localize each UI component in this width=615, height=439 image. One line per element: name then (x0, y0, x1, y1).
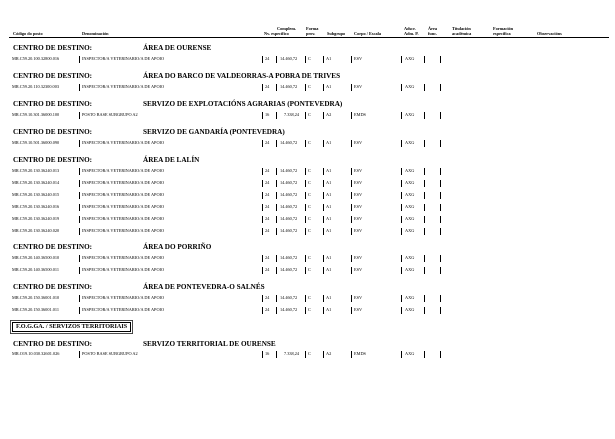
cell-codigo: MR.C59.20.100.32800.016 (12, 56, 60, 61)
cell-complemento: 14.460,72 (280, 56, 298, 61)
cell-denominacion: INSPECTOR/A VETERINARIO/A DE APOIO (82, 295, 165, 300)
cell-subgrupo: A1 (326, 168, 332, 173)
cell-corpo: ESV (354, 228, 363, 233)
cell-codigo: MR.C59.20.130.36240.019 (12, 216, 60, 221)
cell-denominacion: INSPECTOR/A VETERINARIO/A DE APOIO (82, 216, 165, 221)
cell-forma: C (308, 351, 311, 356)
table-row (12, 139, 440, 147)
header-area: Área (428, 26, 437, 31)
cell-subgrupo: A1 (326, 228, 332, 233)
cell-complemento: 14.460,72 (280, 180, 298, 185)
cell-subgrupo: A1 (326, 84, 332, 89)
cell-nv: 24 (265, 267, 270, 272)
cell-nv: 24 (265, 204, 270, 209)
cell-denominacion: INSPECTOR/A VETERINARIO/A DE APOIO (82, 255, 165, 260)
cell-adm: AXG (405, 84, 415, 89)
cell-codigo: MR.C59.20.130.36240.020 (12, 228, 60, 233)
cell-forma: C (308, 255, 311, 260)
cell-denominacion: INSPECTOR/A VETERINARIO/A DE APOIO (82, 267, 165, 272)
cell-codigo: MR.C59.20.150.36001.010 (12, 295, 60, 300)
cell-nv: 24 (265, 255, 270, 260)
cell-subgrupo: A1 (326, 204, 332, 209)
section-label: CENTRO DE DESTINO: (13, 340, 93, 348)
section-label: CENTRO DE DESTINO: (13, 283, 93, 291)
cell-corpo: ESV (354, 267, 363, 272)
cell-forma: C (308, 204, 311, 209)
cell-codigo: MR.O19.10.030.32601.026 (12, 351, 60, 356)
section-label: CENTRO DE DESTINO: (13, 44, 93, 52)
section-label: CENTRO DE DESTINO: (13, 156, 93, 164)
cell-subgrupo: A1 (326, 192, 332, 197)
header-adm: Adm. P. (404, 31, 419, 36)
cell-complemento: 14.460,72 (280, 84, 298, 89)
cell-adm: AXG (405, 255, 415, 260)
section-name: ÁREA DO BARCO DE VALDEORRAS-A POBRA DE TRIVES (143, 72, 341, 80)
cell-forma: C (308, 192, 311, 197)
section-label: CENTRO DE DESTINO: (13, 243, 93, 251)
cell-adm: AXG (405, 140, 415, 145)
cell-corpo: ESV (354, 84, 363, 89)
table-row (12, 83, 440, 91)
cell-forma: C (308, 216, 311, 221)
boxed-section-heading: F.O.G.GA. / SERVIZOS TERRITORIAIS (12, 322, 131, 332)
cell-denominacion: INSPECTOR/A VETERINARIO/A DE APOIO (82, 56, 165, 61)
cell-subgrupo: A1 (326, 295, 332, 300)
cell-nv: 24 (265, 140, 270, 145)
cell-denominacion: INSPECTOR/A VETERINARIO/A DE APOIO (82, 228, 165, 233)
cell-adm: AXG (405, 56, 415, 61)
cell-forma: C (308, 228, 311, 233)
section-label: CENTRO DE DESTINO: (13, 72, 93, 80)
cell-complemento: 14.460,72 (280, 204, 298, 209)
cell-forma: C (308, 180, 311, 185)
section-name: ÁREA DE PONTEVEDRA-O SALNÉS (143, 283, 265, 291)
cell-nv: 24 (265, 228, 270, 233)
table-row (12, 111, 440, 119)
cell-denominacion: INSPECTOR/A VETERINARIO/A DE APOIO (82, 192, 165, 197)
cell-complemento: 7.338,24 (284, 112, 300, 117)
cell-adm: AXG (405, 204, 415, 209)
header-corpo-escala: Corpo / Escala (354, 31, 381, 36)
cell-nv: 24 (265, 180, 270, 185)
cell-complemento: 14.460,72 (280, 228, 298, 233)
cell-corpo: ESV (354, 168, 363, 173)
section-name: ÁREA DE OURENSE (143, 44, 212, 52)
header-denominacion: Denominación (82, 31, 109, 36)
header-area-func: func. (428, 31, 438, 36)
cell-nv: 24 (265, 56, 270, 61)
cell-codigo: MR.C59.20.130.36240.016 (12, 204, 60, 209)
cell-denominacion: INSPECTOR/A VETERINARIO/A DE APOIO (82, 140, 165, 145)
cell-corpo: ESV (354, 255, 363, 260)
cell-nv: 16 (265, 351, 270, 356)
cell-codigo: MR.C59.20.130.36240.014 (12, 180, 60, 185)
section-name: SERVIZO TERRITORIAL DE OURENSE (143, 340, 276, 348)
cell-corpo: EMDS (354, 351, 366, 356)
cell-nv: 24 (265, 295, 270, 300)
cell-nv: 16 (265, 112, 270, 117)
cell-subgrupo: A1 (326, 267, 332, 272)
header-formacion: Formación (493, 26, 514, 31)
cell-codigo: MR.C59.10.301.36000.100 (12, 112, 60, 117)
cell-subgrupo: A1 (326, 255, 332, 260)
header-titulacion: Titulación (452, 26, 471, 31)
table-row (12, 350, 440, 358)
cell-complemento: 14.460,72 (280, 267, 298, 272)
cell-codigo: MR.C59.20.130.36240.013 (12, 168, 60, 173)
cell-codigo: MR.C59.20.150.36001.011 (12, 307, 59, 312)
cell-denominacion: POSTO BASE SUBGRUPO A2 (82, 351, 138, 356)
cell-adm: AXG (405, 180, 415, 185)
header-codigo: Código do posto (13, 31, 43, 36)
cell-adm: AXG (405, 168, 415, 173)
cell-corpo: ESV (354, 295, 363, 300)
cell-denominacion: INSPECTOR/A VETERINARIO/A DE APOIO (82, 168, 165, 173)
header-nv-especifico: Nv. específico (264, 31, 289, 36)
cell-nv: 24 (265, 168, 270, 173)
table-row (12, 227, 440, 235)
table-row (12, 203, 440, 211)
cell-nv: 24 (265, 192, 270, 197)
cell-forma: C (308, 295, 311, 300)
cell-forma: C (308, 267, 311, 272)
cell-subgrupo: A1 (326, 56, 332, 61)
cell-codigo: MR.C59.20.140.36500.011 (12, 267, 59, 272)
header-forma-prov: prov. (306, 31, 316, 36)
header-subgrupo: Subgrupo (327, 31, 346, 36)
cell-adm: AXG (405, 351, 415, 356)
cell-complemento: 14.460,72 (280, 192, 298, 197)
header-titulacion-academica: académica (452, 31, 472, 36)
cell-corpo: ESV (354, 216, 363, 221)
cell-codigo: MR.C59.20.130.36240.015 (12, 192, 60, 197)
cell-forma: C (308, 112, 311, 117)
cell-adm: AXG (405, 267, 415, 272)
table-row (12, 179, 440, 187)
section-name: ÁREA DE LALÍN (143, 156, 200, 164)
section-name: ÁREA DO PORRIÑO (143, 243, 212, 251)
cell-subgrupo: A1 (326, 216, 332, 221)
table-row (12, 266, 440, 274)
cell-nv: 24 (265, 84, 270, 89)
cell-adm: AXG (405, 192, 415, 197)
section-label: CENTRO DE DESTINO: (13, 100, 93, 108)
header-complemento: Complem. (277, 26, 296, 31)
cell-nv: 24 (265, 307, 270, 312)
table-row (12, 167, 440, 175)
cell-adm: AXG (405, 228, 415, 233)
cell-forma: C (308, 84, 311, 89)
cell-denominacion: INSPECTOR/A VETERINARIO/A DE APOIO (82, 307, 165, 312)
cell-adm: AXG (405, 307, 415, 312)
table-row (12, 306, 440, 314)
section-name: SERVIZO DE EXPLOTACIÓNS AGRARIAS (PONTEVEDRA) (143, 100, 343, 108)
cell-corpo: ESV (354, 192, 363, 197)
cell-subgrupo: A1 (326, 307, 332, 312)
header-formacion-especifica: específica (493, 31, 511, 36)
cell-corpo: ESV (354, 140, 363, 145)
cell-complemento: 14.460,72 (280, 295, 298, 300)
header-observacions: Observacións (537, 31, 562, 36)
cell-complemento: 14.460,72 (280, 255, 298, 260)
section-name: SERVIZO DE GANDARÍA (PONTEVEDRA) (143, 128, 285, 136)
cell-adm: AXG (405, 216, 415, 221)
cell-denominacion: POSTO BASE SUBGRUPO A2 (82, 112, 138, 117)
cell-codigo: MR.C59.20.110.32300.003 (12, 84, 59, 89)
cell-complemento: 14.460,72 (280, 168, 298, 173)
cell-codigo: MR.C59.20.140.36500.010 (12, 255, 60, 260)
header-divider (9, 37, 609, 38)
cell-forma: C (308, 168, 311, 173)
header-forma: Forma (306, 26, 319, 31)
cell-complemento: 14.460,72 (280, 216, 298, 221)
cell-forma: C (308, 56, 311, 61)
section-label: CENTRO DE DESTINO: (13, 128, 93, 136)
cell-denominacion: INSPECTOR/A VETERINARIO/A DE APOIO (82, 84, 165, 89)
cell-subgrupo: A1 (326, 180, 332, 185)
cell-corpo: EMDS (354, 112, 366, 117)
cell-subgrupo: A1 (326, 140, 332, 145)
cell-complemento: 7.338,24 (284, 351, 300, 356)
cell-adm: AXG (405, 295, 415, 300)
cell-forma: C (308, 307, 311, 312)
cell-denominacion: INSPECTOR/A VETERINARIO/A DE APOIO (82, 204, 165, 209)
table-row (12, 191, 440, 199)
cell-corpo: ESV (354, 204, 363, 209)
cell-subgrupo: A2 (326, 112, 332, 117)
cell-subgrupo: A2 (326, 351, 332, 356)
cell-corpo: ESV (354, 307, 363, 312)
cell-forma: C (308, 140, 311, 145)
cell-complemento: 14.460,72 (280, 140, 298, 145)
cell-codigo: MR.C59.10.501.36000.090 (12, 140, 60, 145)
table-row (12, 294, 440, 302)
header-adscr: Adscr. (404, 26, 416, 31)
table-row (12, 215, 440, 223)
cell-corpo: ESV (354, 56, 363, 61)
table-row (12, 254, 440, 262)
cell-corpo: ESV (354, 180, 363, 185)
cell-nv: 24 (265, 216, 270, 221)
cell-denominacion: INSPECTOR/A VETERINARIO/A DE APOIO (82, 180, 165, 185)
cell-adm: AXG (405, 112, 415, 117)
table-row (12, 55, 440, 63)
cell-complemento: 14.460,72 (280, 307, 298, 312)
